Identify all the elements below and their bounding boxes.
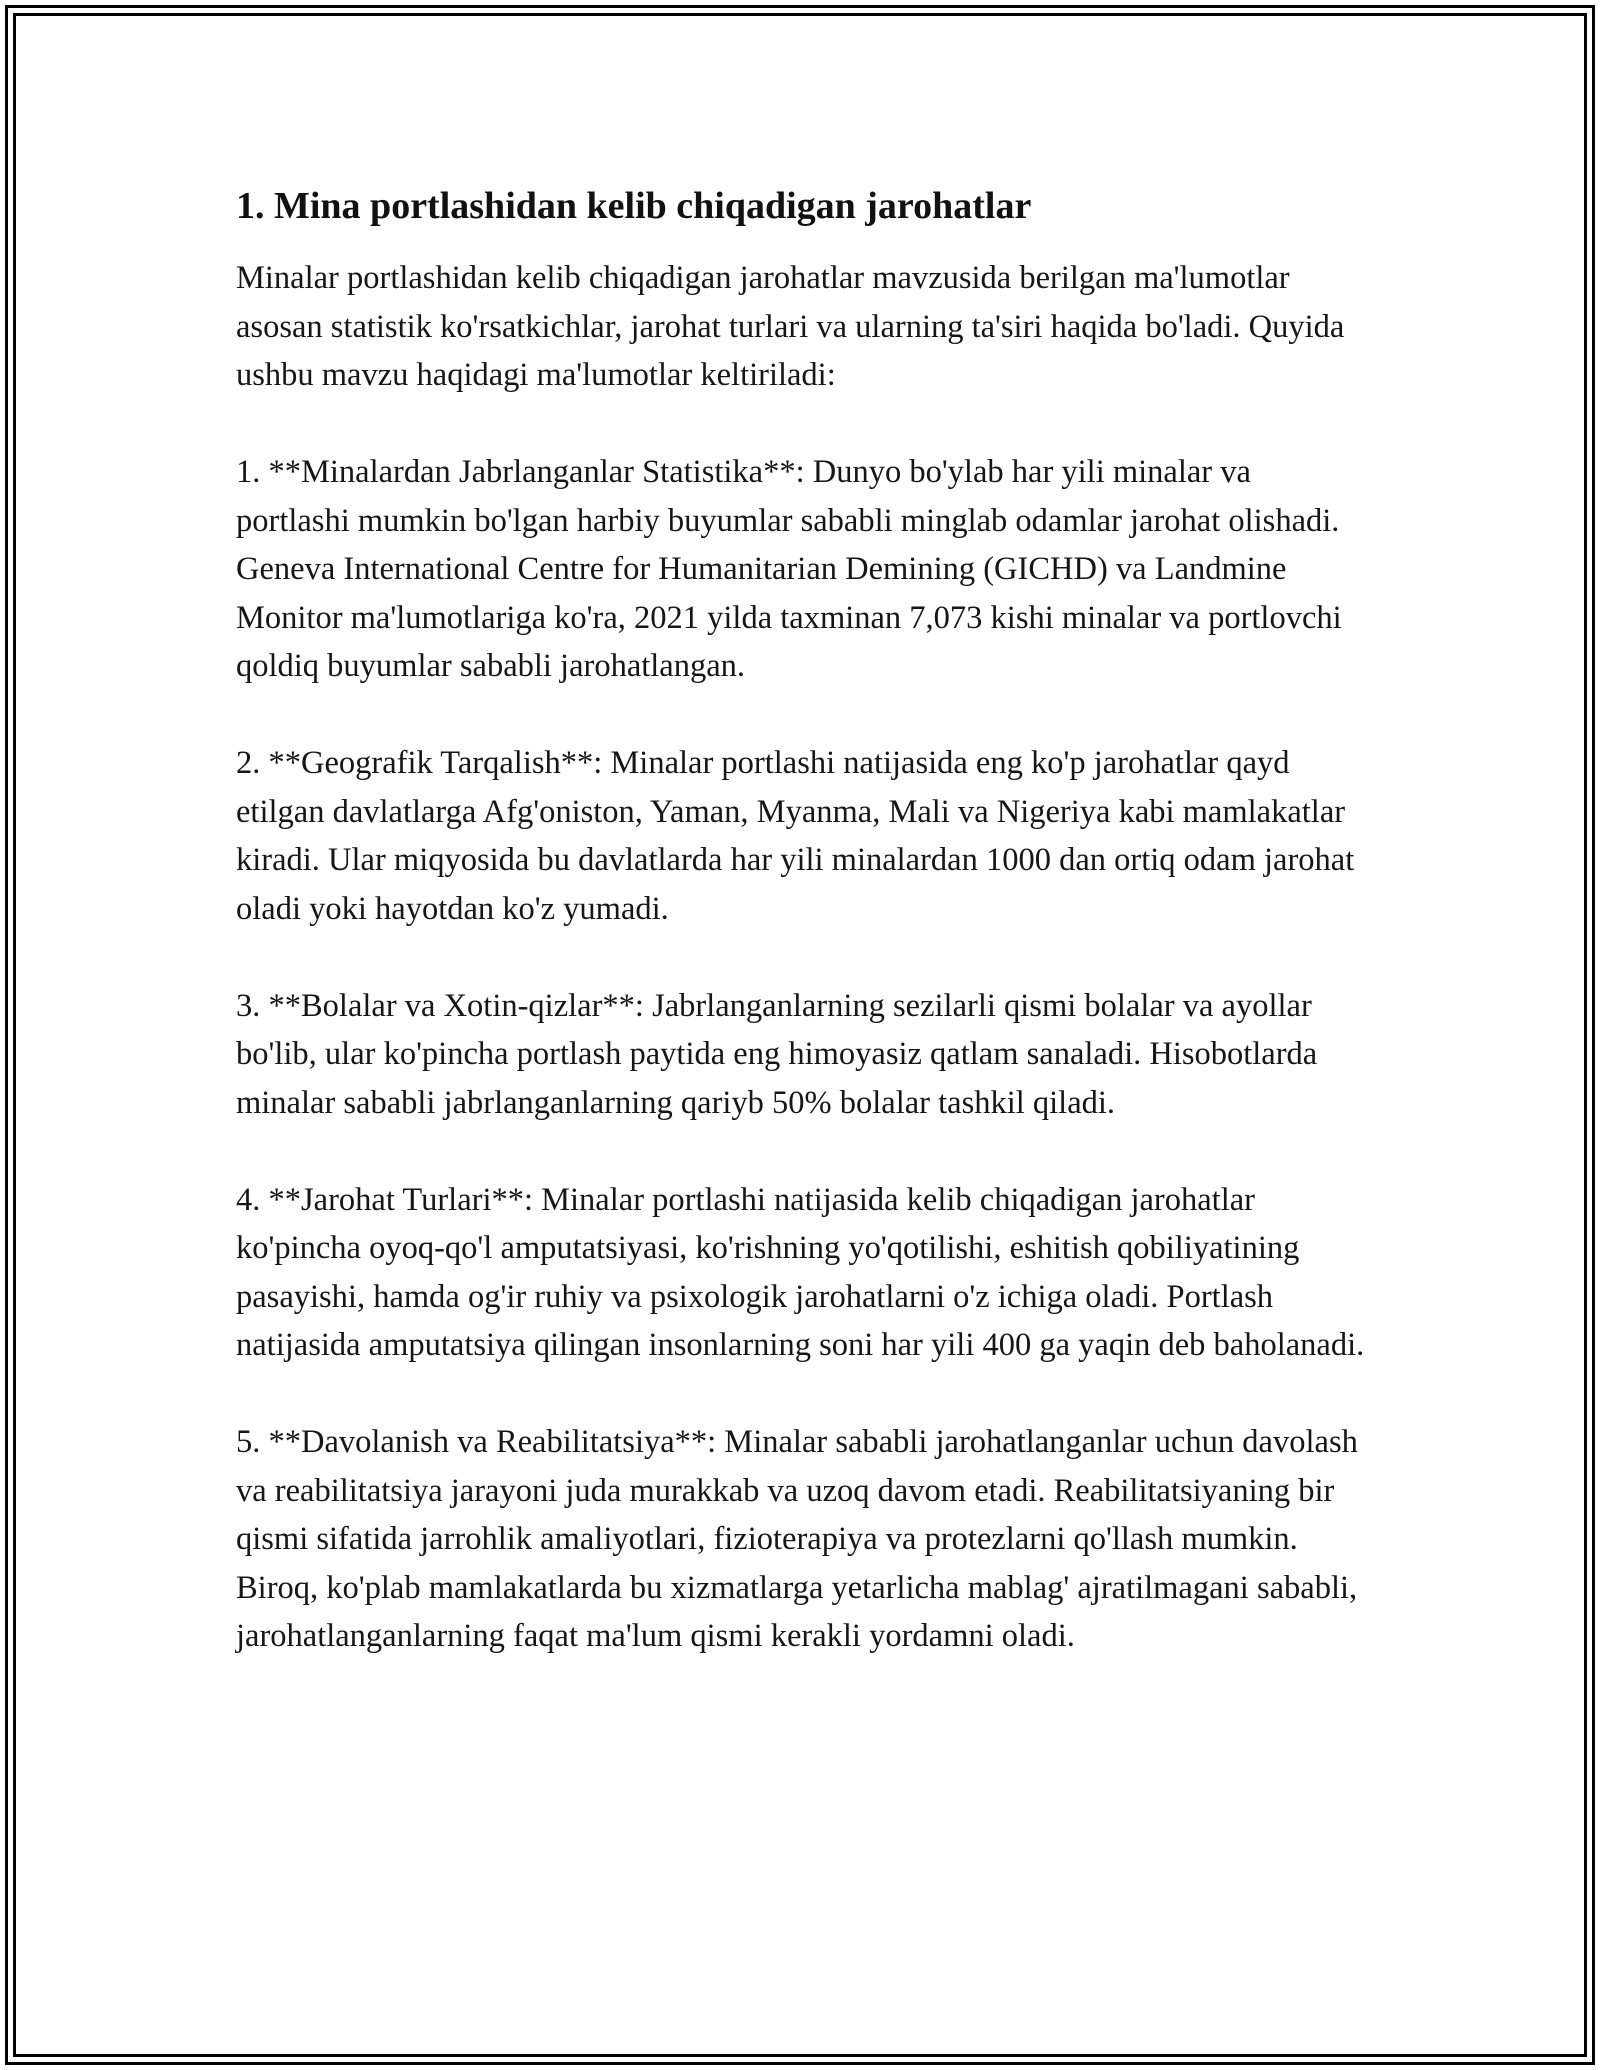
list-item-treatment-rehabilitation: 5. **Davolanish va Reabilitatsiya**: Minalar sababli jarohatlanganlar uchun davolash va reabilitatsiya jarayoni juda murakkab va uzoq davom etadi. Reabilitatsiyaning bir qismi sifatida jarrohlik amaliyotlari, fizioterapiya va protezlarni qo'llash mumkin. Biroq, ko'plab mamlakatlarda bu xizmatlarga yetarlicha mablag' ajratilmagani sababli, jarohatlanganlarning faqat ma'lum qismi kerakli yordamni oladi. — [236, 1424, 1358, 1654]
page-title: 1. Mina portlashidan kelib chiqadigan jarohatlar — [236, 185, 1032, 227]
intro-paragraph: Minalar portlashidan kelib chiqadigan jarohatlar mavzusida berilgan ma'lumotlar asosan statistik ko'rsatkichlar, jarohat turlari va ularning ta'siri haqida bo'ladi. Quyida ushbu mavzu haqidagi ma'lumotlar keltiriladi: — [236, 260, 1345, 393]
document-body — [236, 180, 1366, 1709]
list-item-statistics: 1. **Minalardan Jabrlanganlar Statistika**: Dunyo bo'ylab har yili minalar va portlashi mumkin bo'lgan harbiy buyumlar sababli minglab odamlar jarohat olishadi. Geneva International Centre for Humanitarian Demining (GICHD) va Landmine Monitor ma'lumotlariga ko'ra, 2021 yilda taxminan 7,073 kishi minalar va portlovchi qoldiq buyumlar sababli jarohatlangan. — [236, 454, 1342, 684]
list-item-geography: 2. **Geografik Tarqalish**: Minalar portlashi natijasida eng ko'p jarohatlar qayd etilgan davlatlarga Afg'oniston, Yaman, Myanma, Mali va Nigeriya kabi mamlakatlar kiradi. Ular miqyosida bu davlatlarda har yili minalardan 1000 dan ortiq odam jarohat oladi yoki hayotdan ko'z yumadi. — [236, 745, 1355, 927]
list-item-children-women: 3. **Bolalar va Xotin-qizlar**: Jabrlanganlarning sezilarli qismi bolalar va ayollar bo'lib, ular ko'pincha portlash paytida eng himoyasiz qatlam sanaladi. Hisobotlarda minalar sababli jabrlanganlarning qariyb 50% bolalar tashkil qiladi. — [236, 987, 1318, 1121]
list-item-injury-types: 4. **Jarohat Turlari**: Minalar portlashi natijasida kelib chiqadigan jarohatlar ko'pincha oyoq-qo'l amputatsiyasi, ko'rishning yo'qotilishi, eshitish qobiliyatining pasayishi, hamda og'ir ruhiy va psixologik jarohatlarni o'z ichiga oladi. Portlash natijasida amputatsiya qilingan insonlarning soni har yili 400 ga yaqin deb baholanadi. — [236, 1181, 1365, 1363]
